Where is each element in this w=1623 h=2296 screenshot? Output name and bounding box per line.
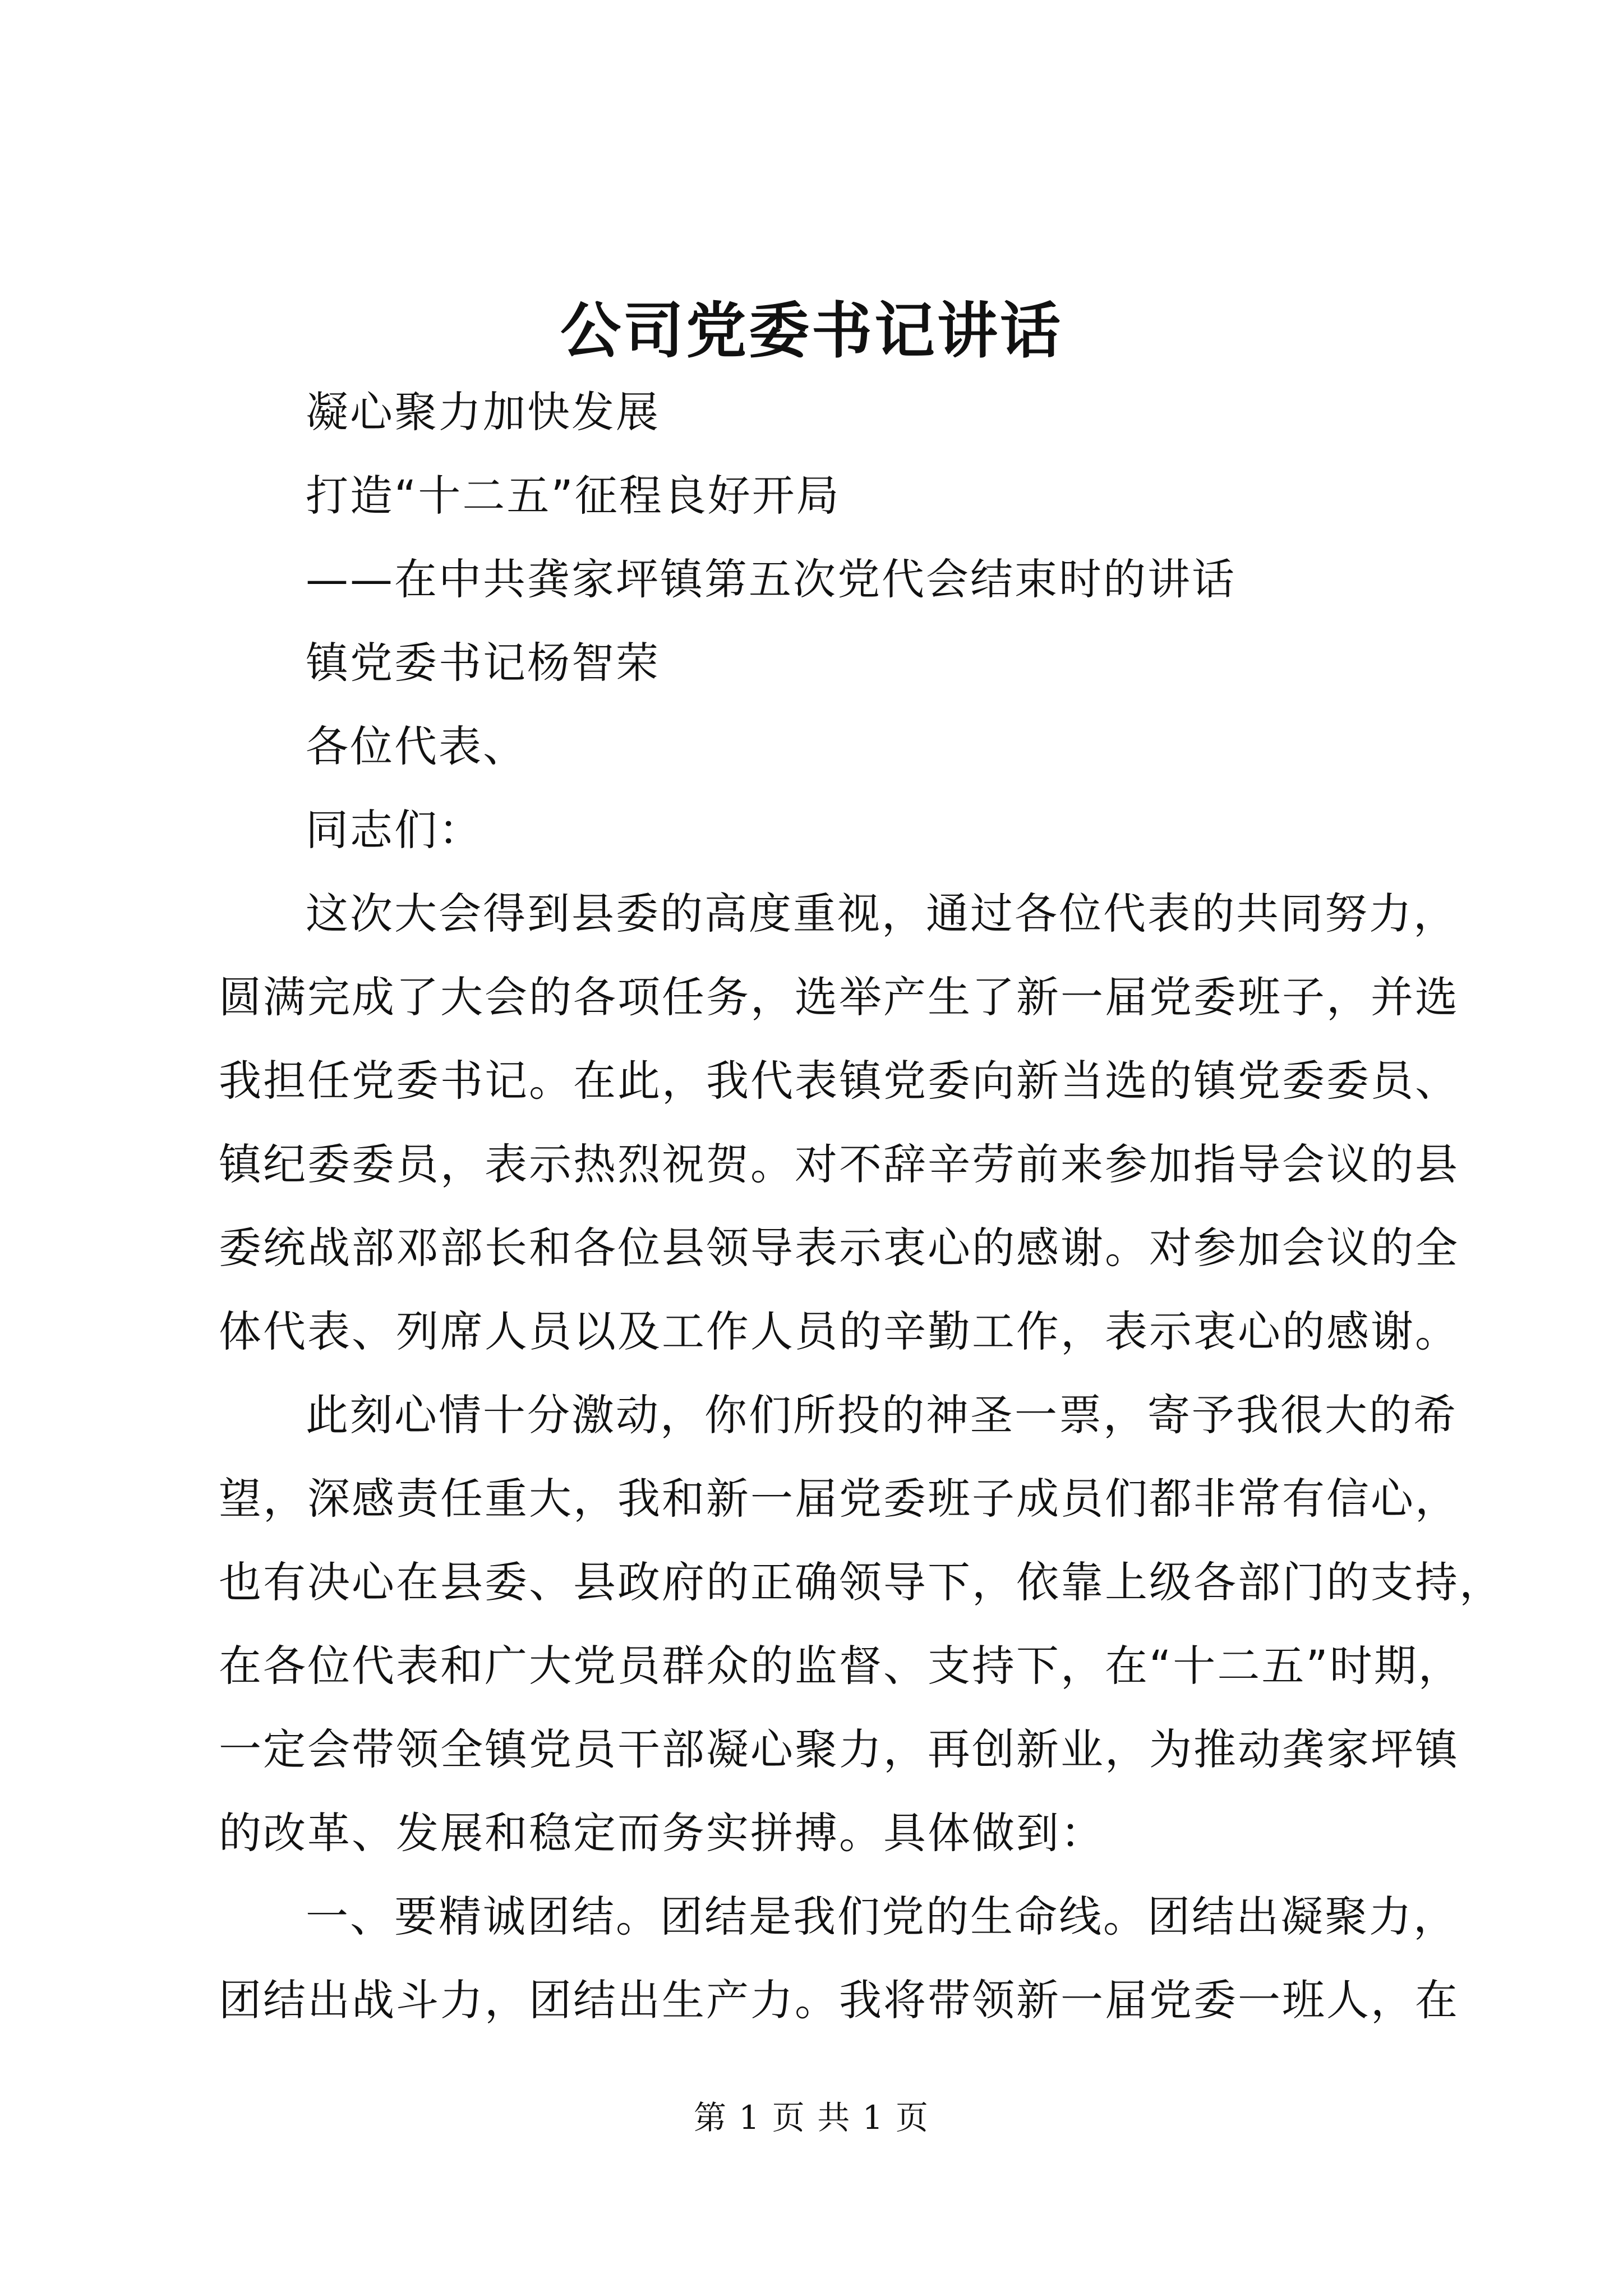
paragraph-line: 的改革、发展和稳定而务实拼搏。具体做到： [219,1808,1105,1858]
paragraph-line: 在各位代表和广大党员群众的监督、支持下，在“十二五”时期， [219,1641,1463,1691]
paragraph-line: 团结出战斗力，团结出生产力。我将带领新一届党委一班人，在 [219,1975,1459,2025]
page-footer: 第 1 页 共 1 页 [694,2099,929,2137]
paragraph-line: 这次大会得到县委的高度重视，通过各位代表的共同努力， [306,889,1458,938]
paragraph-line: 镇纪委委员，表示热烈祝贺。对不辞辛劳前来参加指导会议的县 [219,1139,1459,1189]
paragraph-line: 此刻心情十分激动，你们所投的神圣一票，寄予我很大的希 [306,1390,1458,1440]
subtitle-line: 凝心聚力加快发展 [306,387,660,437]
paragraph [219,1373,1504,1875]
subtitle-line: 打造“十二五”征程良好开局 [306,471,841,521]
paragraph-line: 一定会带领全镇党员干部凝心聚力，再创新业，为推动龚家坪镇 [219,1724,1459,1774]
document-body [219,370,1504,2042]
author-line: 镇党委书记杨智荣 [306,638,660,688]
paragraph-line: 圆满完成了大会的各项任务，选举产生了新一届党委班子，并选 [219,972,1459,1022]
paragraph-line: 委统战部邓部长和各位县领导表示衷心的感谢。对参加会议的全 [219,1223,1459,1273]
paragraph-line: 一、要精诚团结。团结是我们党的生命线。团结出凝聚力， [306,1892,1458,1941]
salutation-line: 同志们： [306,805,483,855]
paragraph [219,872,1459,1373]
paragraph-line: 体代表、列席人员以及工作人员的辛勤工作，表示衷心的感谢。 [219,1306,1459,1356]
paragraph-line: 也有决心在县委、县政府的正确领导下，依靠上级各部门的支持， [219,1557,1504,1607]
paragraph-line: 望，深感责任重大，我和新一届党委班子成员们都非常有信心， [219,1474,1459,1524]
document-title: 公司党委书记讲话 [560,296,1063,366]
paragraph [219,1875,1459,2042]
paragraph-line: 我担任党委书记。在此，我代表镇党委向新当选的镇党委委员、 [219,1056,1459,1106]
salutation-line: 各位代表、 [306,721,527,771]
subtitle-line: ——在中共龚家坪镇第五次党代会结束时的讲话 [306,554,1236,604]
